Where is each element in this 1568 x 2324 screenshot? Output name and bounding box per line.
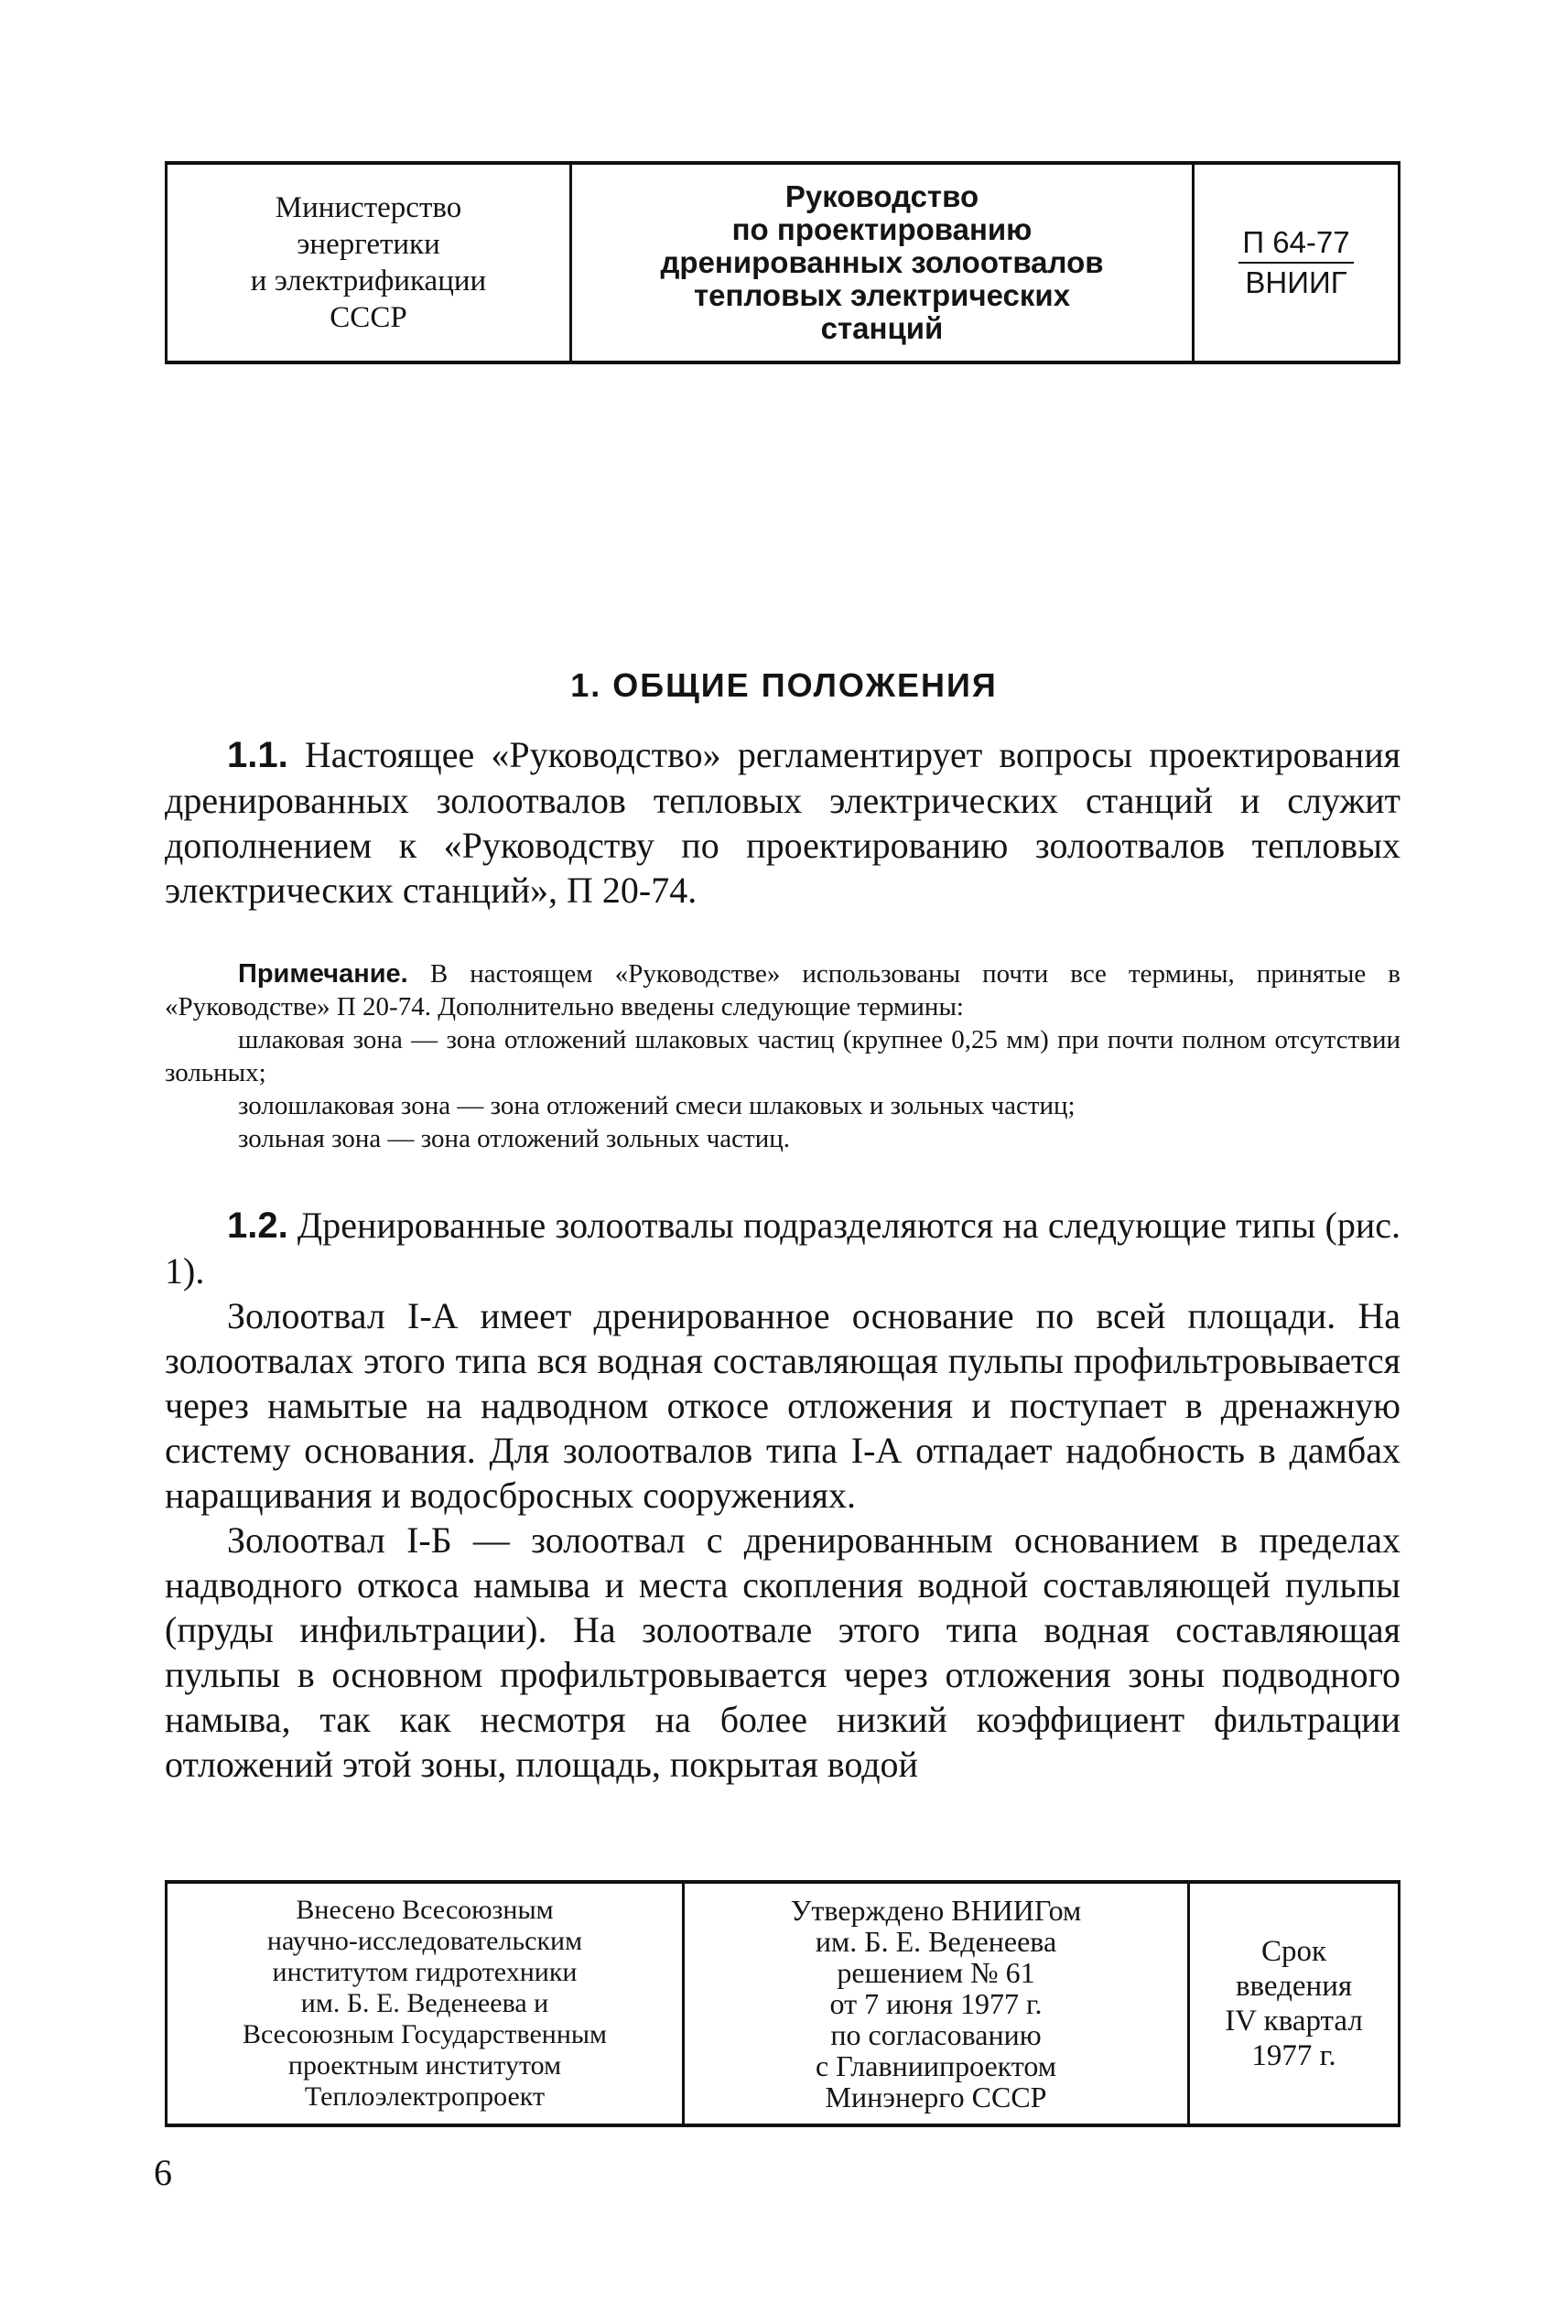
footer-table — [165, 1880, 1400, 2127]
title-line: тепловых электрических — [693, 278, 1071, 312]
introduced-line: институтом гидротехники — [272, 1957, 578, 1987]
page-number: 6 — [154, 2152, 172, 2193]
title-line: станций — [820, 311, 944, 345]
introduced-by-cell — [165, 1884, 685, 2124]
approved-line: им. Б. Е. Веденеева — [815, 1925, 1057, 1958]
paragraph-1-2 — [165, 1203, 1400, 1787]
ministry-cell — [165, 165, 572, 361]
approved-line: от 7 июня 1977 г. — [829, 1987, 1043, 2020]
note-label: Примечание. — [238, 959, 408, 989]
introduced-line: Всесоюзным Государственным — [242, 2019, 608, 2049]
paragraph-text: Настоящее «Руководство» регламентирует вопросы проектирования дренированных золоотвалов тепловых электрических станций и служит дополнением к «Руководству по проектированию золоотвалов тепловых электрических станций», П 20-74. — [165, 734, 1401, 911]
paragraph — [165, 732, 1400, 913]
term-line: 1977 г. — [1251, 2039, 1336, 2072]
paragraph-number: 1.2. — [227, 1205, 288, 1246]
term-definition: зольная зона — зона отложений зольных частиц. — [238, 1124, 790, 1153]
approved-line: Утверждено ВНИИГом — [790, 1894, 1082, 1927]
approved-line: решением № 61 — [837, 1956, 1035, 1989]
paragraph: Золоотвал I-Б — золоотвал с дренированным основанием в пределах надводного откоса намыва и места скопления водной составляющей пульпы (пруды инфильтрации). На золоотвале этого типа водная составляющая пульпы в основном профильтровывается через отложения зоны подводного намыва, так как несмотря на более низкий коэффициент фильтрации отложений этой зоны, площадь, покрытая водой — [165, 1519, 1400, 1785]
note-text: В настоящем «Руководстве» использованы почти все термины, принятые в «Руководстве» П 20-74. Дополнительно введены следующие термины: — [165, 959, 1400, 1021]
title-line: Руководство — [784, 179, 979, 213]
paragraph-text: Дренированные золоотвалы подразделяются на следующие типы (рис. 1). — [165, 1205, 1401, 1292]
paragraph-1-1 — [165, 732, 1400, 913]
ministry-line: СССР — [330, 301, 407, 334]
paragraph — [165, 1203, 1400, 1293]
approved-line: Минэнерго СССР — [825, 2081, 1047, 2113]
introduced-line: им. Б. Е. Веденеева и — [300, 1988, 549, 2018]
ministry-line: энергетики — [297, 228, 440, 261]
introduced-line: научно-исследовательским — [266, 1926, 583, 1956]
approved-by-cell — [685, 1884, 1190, 2124]
introduced-line: Внесено Всесоюзным — [296, 1895, 554, 1925]
header-table — [165, 161, 1400, 364]
term-definition: золошлаковая зона — зона отложений смеси шлаковых и зольных частиц; — [238, 1091, 1076, 1120]
title-line: дренированных золоотвалов — [660, 245, 1104, 279]
approved-line: по согласованию — [830, 2018, 1042, 2051]
approved-line: с Главниипроектом — [816, 2049, 1056, 2082]
note-block — [165, 957, 1400, 1155]
paragraph: Золоотвал I-А имеет дренированное основание по всей площади. На золоотвалах этого типа вся водная составляющая пульпы профильтровывается через намытые на надводном откосе отложения и поступает в дренажную систему основания. Для золоотвалов типа I-А отпадает надобность в дамбах наращивания и водосбросных сооружениях. — [165, 1295, 1400, 1516]
document-title-cell — [572, 165, 1195, 361]
note — [165, 957, 1400, 1023]
term-line: введения — [1235, 1970, 1353, 2003]
effective-date-cell — [1190, 1884, 1400, 2124]
ministry-line: Министерство — [275, 191, 462, 224]
paragraph-number: 1.1. — [227, 735, 288, 775]
document-code-cell — [1195, 165, 1400, 361]
term-line: IV квартал — [1225, 2005, 1363, 2038]
ministry-line: и электрификации — [250, 265, 487, 297]
term-definition: шлаковая зона — зона отложений шлаковых частиц (крупнее 0,25 мм) при почти полном отсутствии зольных; — [165, 1025, 1400, 1087]
title-line: по проектированию — [731, 212, 1033, 246]
document-code: П 64-77 — [1238, 223, 1353, 264]
document-institute: ВНИИГ — [1245, 265, 1347, 299]
introduced-line: Теплоэлектропроект — [304, 2081, 546, 2112]
section-title: 1. ОБЩИЕ ПОЛОЖЕНИЯ — [570, 666, 998, 704]
term-line: Срок — [1260, 1935, 1327, 1968]
introduced-line: проектным институтом — [287, 2050, 562, 2081]
